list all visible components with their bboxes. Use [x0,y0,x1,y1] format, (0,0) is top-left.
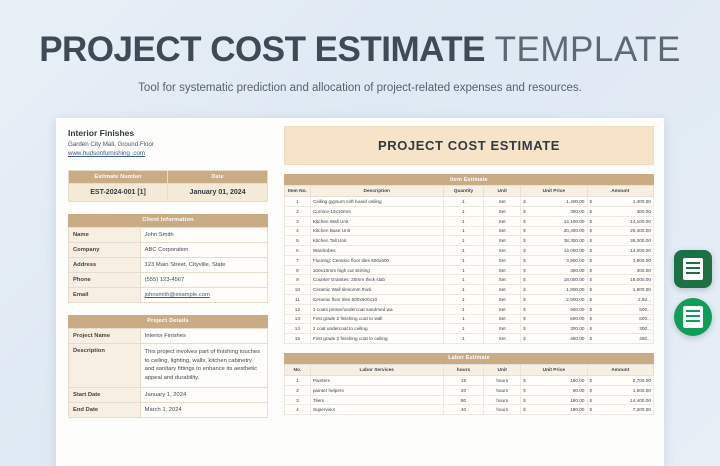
cell-unit: hours [484,405,521,415]
left-column [56,118,278,466]
table-row [69,402,268,417]
cell-description: Flooring: Ceramic floor tiles 600x600 [310,255,443,265]
table-header-row [285,186,654,197]
cell-description: 2 coats primer/undercoat sandmed wa [310,304,443,314]
cell-unit: Set [484,324,521,334]
client-address-value[interactable]: 123 Main Street, Cityville, State [140,257,267,272]
company-address: Garden City Mall, Ground Floor [68,141,154,148]
app-icons [674,250,712,336]
cell-unit-price: $ 14,000.00 [521,246,587,256]
project-end-date-label: End Date [69,402,141,417]
cell-no: 1 [285,376,311,386]
cell-unit-price: $ 3,900.00 [521,255,587,265]
cell-no: 2 [285,385,311,395]
cell-no: 4 [285,226,311,236]
cell-amount: $ 600... [587,314,653,324]
google-sheets-icon[interactable] [674,298,712,336]
table-row[interactable] [285,265,654,275]
cell-unit-price: $ 38,300.00 [521,236,587,246]
table-row[interactable] [285,285,654,295]
items-header-unit: Unit [484,186,521,197]
cell-amount: $ 20,400.00 [587,226,653,236]
cell-description: Ceiling gypsum soft board ceiling [310,197,443,207]
item-estimate-table[interactable] [284,185,654,344]
cell-unit-price: $ 180.00 [521,405,587,415]
project-name-value[interactable]: Interior Finishes [140,328,267,343]
labor-estimate-band: Labor Estimate [284,353,654,364]
cell-unit-price: $ 1,400.00 [521,197,587,207]
table-row[interactable] [285,236,654,246]
client-address-label: Address [69,257,141,272]
main-title-bold: PROJECT COST ESTIMATE [39,30,486,69]
table-row[interactable] [285,304,654,314]
cell-quantity: 20 [443,385,484,395]
main-title-light: TEMPLATE [485,30,681,69]
cell-unit-price: $ 2,500.00 [521,295,587,305]
cell-amount: $ 7,200.00 [587,405,653,415]
cell-description: Painters [310,376,443,386]
cell-amount: $ 14,100.00 [587,216,653,226]
client-information-table [68,227,268,303]
project-description-value[interactable]: This project involves part of finishing touches to ceiling, lighting, walls, kitchen cabinetry and sanitary fittings to enhance its aesthetic appeal and durability. [140,343,267,387]
table-row [69,242,268,257]
items-body [285,197,654,344]
table-row [69,257,268,272]
client-name-value[interactable]: John Smith [140,227,267,242]
cell-no: 11 [285,295,311,305]
cell-description: Cornice 10x10mm [310,206,443,216]
cell-quantity: 1 [443,295,484,305]
cell-amount: $ 18,000.00 [587,275,653,285]
cell-no: 13 [285,314,311,324]
cell-description: Counter Granites: 20mm thick slab [310,275,443,285]
cell-amount: $ 14,400.00 [587,395,653,405]
cell-unit-price: $ 300.00 [521,265,587,275]
cell-no: 5 [285,236,311,246]
cell-unit: Set [484,236,521,246]
cell-amount: $ 300... [587,324,653,334]
project-details-header: Project Details [68,315,268,328]
table-row[interactable] [285,226,654,236]
cell-description: Kitchen Base Unit [310,226,443,236]
cell-amount: $ 500... [587,304,653,314]
cell-quantity: 40 [443,405,484,415]
table-row[interactable] [285,295,654,305]
table-row[interactable] [285,324,654,334]
items-header-amount: Amount [587,186,653,197]
document-title: PROJECT COST ESTIMATE [284,126,654,165]
company-name: Interior Finishes [68,128,135,138]
cell-unit: Set [484,206,521,216]
cell-unit: Set [484,197,521,207]
estimate-number-header: Estimate Number [69,170,168,183]
cell-unit: Set [484,246,521,256]
cell-unit-price: $ 300.00 [521,206,587,216]
items-header-description: Description [310,186,443,197]
cell-unit: Set [484,285,521,295]
client-email-value[interactable]: johnsmith@example.com [140,287,267,302]
cell-unit: hours [484,376,521,386]
labor-header-unit-price: Unit Price [521,364,587,375]
page-subtitle: Tool for systematic prediction and allocation of project-related expenses and resources. [138,82,582,94]
cell-unit-price: $ 80.00 [521,385,587,395]
cell-unit: Set [484,275,521,285]
cell-description: painter helpers [310,385,443,395]
table-row[interactable] [285,206,654,216]
cell-quantity: 1 [443,334,484,344]
cell-unit-price: $ 300.00 [521,324,587,334]
cell-quantity: 1 [443,275,484,285]
labor-header-no: No. [285,364,311,375]
cell-unit-price: $ 14,100.00 [521,216,587,226]
items-header-no: Item No. [285,186,311,197]
cell-unit: hours [484,395,521,405]
cell-no: 9 [285,275,311,285]
page-title [0,0,720,94]
cell-unit-price: $ 180.00 [521,376,587,386]
cell-unit-price: $ 600.00 [521,314,587,324]
cell-amount: $ 14,000.00 [587,246,653,256]
company-website[interactable]: www.hudsonfurnishing .com [68,149,146,157]
table-row [69,328,268,343]
cell-amount: $ 1,800.00 [587,285,653,295]
project-start-date-label: Start Date [69,387,141,402]
cell-description: 100x10mm high cut skirting [310,265,443,275]
cell-no: 15 [285,334,311,344]
labor-header-unit: Unit [484,364,521,375]
cell-description: Ceramic floor tiles 600x600x10 [310,295,443,305]
cell-description: Ceramic Wall tilesomm thick [310,285,443,295]
items-header-quantity: Quantity [443,186,484,197]
cell-quantity: 80 [443,395,484,405]
labor-body [285,376,654,415]
cell-amount: $ 450... [587,334,653,344]
client-company-value[interactable]: ABC Corporation [140,242,267,257]
items-header-unit-price: Unit Price [521,186,587,197]
cell-unit: Set [484,216,521,226]
cell-unit: hours [484,385,521,395]
cell-no: 1 [285,197,311,207]
cell-quantity: 1 [443,226,484,236]
cell-description: Supervisor [310,405,443,415]
table-row[interactable] [285,334,654,344]
table-header-row [285,364,654,375]
cell-no: 10 [285,285,311,295]
project-description-label: Description [69,343,141,387]
table-row[interactable] [285,246,654,256]
client-information-header: Client Information [68,214,268,227]
cell-unit: Set [484,265,521,275]
table-row [69,227,268,242]
table-row [69,183,268,201]
cell-unit: Set [484,334,521,344]
estimate-number-value[interactable]: EST-2024-001 [1] [69,183,168,201]
cell-description: First grade 2 finishing coat to wall [310,314,443,324]
cell-amount: $ 38,300.00 [587,236,653,246]
project-end-date-value[interactable]: March 1, 2024 [140,402,267,417]
project-details-table [68,328,268,418]
estimate-date-value[interactable]: January 01, 2024 [168,183,268,201]
labor-header-service: Labor Services [310,364,443,375]
estimate-date-header: Date [168,170,268,183]
cell-amount: $ 2,700.00 [587,376,653,386]
cell-unit: Set [484,314,521,324]
table-row [69,272,268,287]
cell-unit-price: $ 450.00 [521,334,587,344]
cell-quantity: 1 [443,206,484,216]
cell-unit-price: $ 180.00 [521,395,587,405]
cell-quantity: 1 [443,324,484,334]
cell-quantity: 1 [443,197,484,207]
table-row[interactable] [285,255,654,265]
client-name-label: Name [69,227,141,242]
table-row[interactable] [285,405,654,415]
table-row[interactable] [285,197,654,207]
cell-quantity: 1 [443,304,484,314]
client-phone-label: Phone [69,272,141,287]
table-row[interactable] [285,385,654,395]
project-name-label: Project Name [69,328,141,343]
excel-icon[interactable] [674,250,712,288]
cell-quantity: 15 [443,376,484,386]
excel-glyph [683,258,703,280]
cell-no: 7 [285,255,311,265]
cell-description: Wardrobes [310,246,443,256]
sheets-glyph [683,306,703,328]
cell-description: Kitchen Wall Unit [310,216,443,226]
labor-estimate-table[interactable] [284,364,654,415]
main-title [0,30,720,70]
table-row[interactable] [285,314,654,324]
cell-description: 2 coat undercoat to ceiling [310,324,443,334]
cell-no: 6 [285,246,311,256]
project-start-date-value[interactable]: January 1, 2024 [140,387,267,402]
cell-description: First grade 2 finishing coat to ceiling [310,334,443,344]
cell-amount: $ 1,600.00 [587,385,653,395]
cell-amount: $ 1,400.00 [587,197,653,207]
labor-header-amount: Amount [587,364,653,375]
labor-header-hours: hours [443,364,484,375]
cell-quantity: 1 [443,255,484,265]
table-row[interactable] [285,395,654,405]
cell-quantity: 1 [443,216,484,226]
cell-no: 14 [285,324,311,334]
spreadsheet-preview[interactable] [56,118,664,466]
table-row[interactable] [285,376,654,386]
table-row [69,287,268,302]
cell-unit-price: $ 20,400.00 [521,226,587,236]
cell-amount: $ 3,900.00 [587,255,653,265]
cell-no: 4 [285,405,311,415]
cell-unit-price: $ 1,800.00 [521,285,587,295]
client-email-label: Email [69,287,141,302]
cell-unit: Set [484,295,521,305]
cell-amount: $ 300.00 [587,265,653,275]
table-row [69,387,268,402]
cell-no: 3 [285,395,311,405]
cell-unit-price: $ 18,000.00 [521,275,587,285]
table-row [69,170,268,183]
estimate-meta-table [68,170,268,202]
cell-unit: Set [484,304,521,314]
cell-no: 2 [285,206,311,216]
cell-quantity: 1 [443,285,484,295]
table-row [69,343,268,387]
cell-quantity: 1 [443,246,484,256]
cell-amount: $ 300.00 [587,206,653,216]
cell-no: 12 [285,304,311,314]
cell-quantity: 1 [443,265,484,275]
cell-amount: $ 2,50... [587,295,653,305]
client-company-label: Company [69,242,141,257]
cell-unit-price: $ 500.00 [521,304,587,314]
table-row[interactable] [285,275,654,285]
cell-quantity: 1 [443,314,484,324]
cell-unit: Set [484,226,521,236]
cell-description: Tilers [310,395,443,405]
client-phone-value[interactable]: (555) 123-4567 [140,272,267,287]
right-column [278,118,664,466]
table-row[interactable] [285,216,654,226]
cell-description: Kitchen Tall Unit [310,236,443,246]
item-estimate-band: Item Estimate [284,174,654,185]
cell-unit: Set [484,255,521,265]
cell-quantity: 1 [443,236,484,246]
cell-no: 3 [285,216,311,226]
cell-no: 8 [285,265,311,275]
